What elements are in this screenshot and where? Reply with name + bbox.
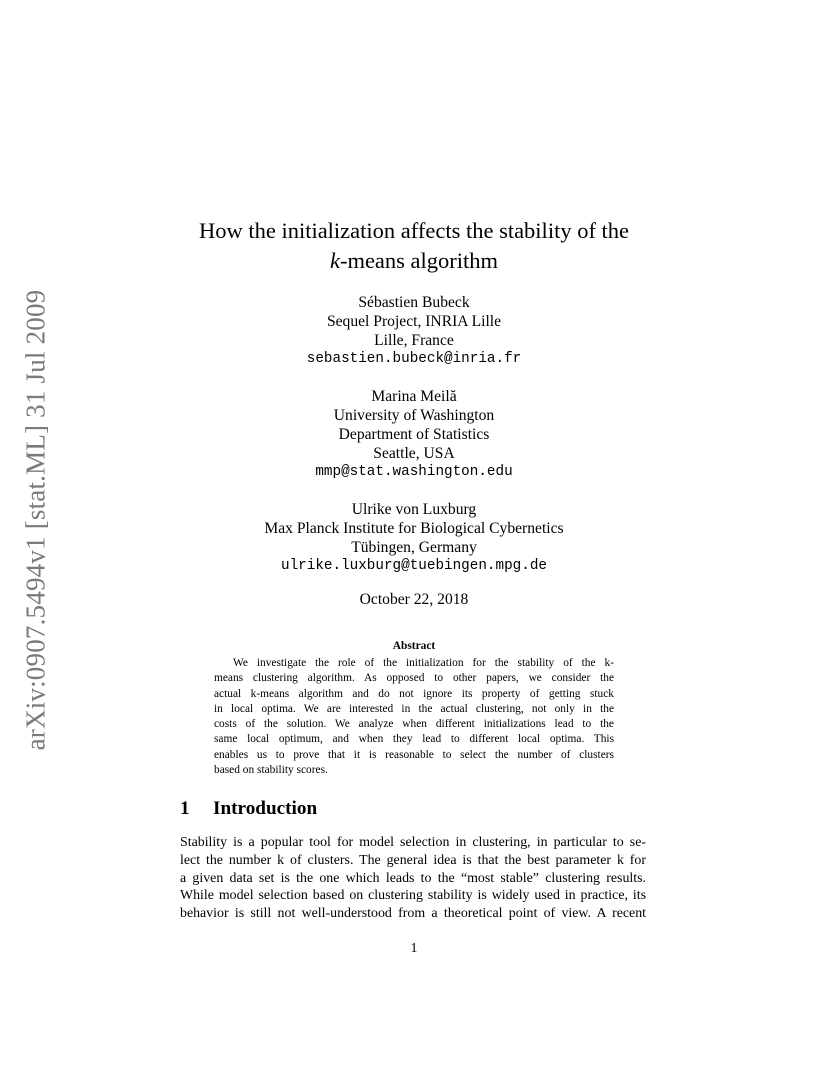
page-number: 1 — [410, 941, 418, 956]
title-line-2 — [180, 246, 648, 276]
abstract-line: We investigate the role of the initialization for the stability of the k- — [233, 657, 614, 669]
paper-date: October 22, 2018 — [359, 591, 469, 608]
title-line-1: How the initialization affects the stability of the — [198, 218, 630, 243]
author-email: ulrike.luxburg@tuebingen.mpg.de — [281, 558, 547, 574]
author-name: Sébastien Bubeck — [358, 294, 470, 311]
abstract-line: based on stability scores. — [214, 764, 328, 777]
author-affiliation: Lille, France — [374, 332, 454, 349]
title-line-2-rest: -means algorithm — [339, 248, 499, 273]
author-affiliation: Sequel Project, INRIA Lille — [326, 313, 502, 330]
intro-line: behavior is still not well-understood from a theoretical point of view. A recent — [180, 906, 646, 922]
abstract-line: in local optima. We are interested in the actual clustering, not only in the — [214, 702, 614, 715]
intro-line: lect the number k of clusters. The general idea is that the best parameter k for — [180, 852, 646, 868]
intro-line: Stability is a popular tool for model selection in clustering, in particular to se- — [180, 835, 646, 850]
section-heading-introduction — [180, 797, 317, 821]
author-block-bubeck — [180, 293, 648, 369]
abstract-line: means clustering algorithm. As opposed to other papers, we consider the — [214, 672, 614, 685]
title-k-variable: k — [329, 248, 340, 273]
author-name: Marina Meilă — [371, 388, 457, 405]
abstract-heading: Abstract — [392, 640, 436, 652]
author-affiliation: Max Planck Institute for Biological Cybernetics — [264, 520, 564, 537]
author-block-luxburg — [180, 500, 648, 576]
abstract-line: costs of the solution. We analyze when different initializations lead to the — [214, 718, 614, 731]
section-title: Introduction — [213, 798, 318, 819]
section-number: 1 — [180, 798, 190, 819]
author-affiliation: Tübingen, Germany — [351, 539, 477, 556]
abstract-body — [214, 656, 614, 778]
intro-line: a given data set is the one which leads to the “most stable” clustering results. — [180, 870, 646, 886]
author-email: sebastien.bubeck@inria.fr — [306, 351, 522, 367]
author-affiliation: Seattle, USA — [373, 445, 455, 462]
abstract-line: same local optimum, and when they lead to different local optima. This — [214, 733, 614, 746]
author-email: mmp@stat.washington.edu — [315, 464, 513, 480]
author-affiliation: University of Washington — [333, 407, 495, 424]
author-affiliation: Department of Statistics — [338, 426, 490, 443]
paper-title — [180, 216, 648, 276]
author-block-meila — [180, 387, 648, 482]
abstract-line: actual k-means algorithm and do not ignore its property of getting stuck — [214, 687, 614, 700]
introduction-paragraph — [180, 834, 646, 923]
author-name: Ulrike von Luxburg — [351, 501, 477, 518]
arxiv-identifier-stamp: arXiv:0907.5494v1 [stat.ML] 31 Jul 2009 — [20, 289, 51, 751]
intro-line: While model selection based on clustering stability is widely used in practice, its — [180, 888, 646, 904]
abstract-line: enables us to prove that it is reasonable to select the number of clusters — [214, 748, 614, 761]
